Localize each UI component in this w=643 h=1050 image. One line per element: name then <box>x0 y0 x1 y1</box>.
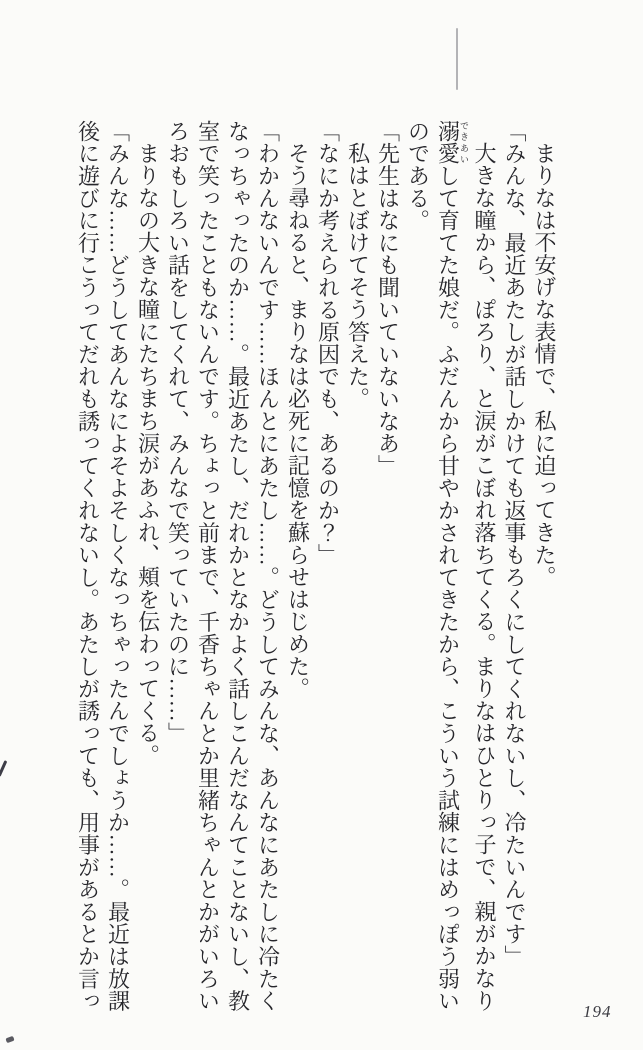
text-line: 「わかんないんです……ほんとにあたし……。どうしてみんな、あんなにあたしに冷たく <box>255 120 281 1012</box>
scan-artifact-crease <box>456 28 458 90</box>
text-line: なっちゃったのか……。最近あたし、だれかとなかよく話しこんだなんてことないし、教 <box>225 120 251 1012</box>
text-line: 大きな瞳から、ぽろり、と涙がこぼれ落ちてくる。まりなはひとりっ子で、親がかなり <box>472 142 497 1012</box>
furigana-ruby: 溺愛できあい <box>435 120 469 165</box>
text-line: 室で笑ったこともないんです。ちょっと前まで、千香ちゃんとか里緒ちゃんとかがいろい <box>195 120 221 1012</box>
text-block <box>73 120 560 1014</box>
text-line: そう尋ねると、まりなは必死に記憶を蘇らせはじめた。 <box>285 142 311 700</box>
text-line: まりなの大きな瞳にたちまち涙があふれ、頬を伝わってくる。 <box>135 142 161 767</box>
scan-artifact-corner-speck <box>5 1036 14 1043</box>
text-line: 溺愛できあいして育てた娘だ。ふだんから甘やかされてきたから、こういう試練にはめっぽう弱い <box>435 120 469 1013</box>
text-line: 私はとぼけてそう答えた。 <box>345 142 371 410</box>
page-number: 194 <box>583 1002 612 1021</box>
text-line: 「なにか考えられる原因でも、あるのか？」 <box>315 120 341 566</box>
text-line: ろおもしろい話をしてくれて、みんなで笑っていたのに……」 <box>165 120 191 745</box>
text-line: 「先生はなにも聞いていないなあ」 <box>375 120 401 477</box>
text-line: 後に遊びに行こうってだれも誘ってくれないし。あたしが誘っても、用事があるとか言っ <box>75 120 101 1012</box>
text-line: 「みんな、最近あたしが話しかけても返事もろくにしてくれないし、冷たいんです」 <box>502 120 527 968</box>
text-line: まりなは不安げな表情で、私に迫ってきた。 <box>532 142 557 588</box>
text-line: 「みんな……どうしてあんなによそよそしくなっちゃったんでしょうか……。最近は放課 <box>105 120 131 1012</box>
scan-artifact-pen-tick <box>0 760 7 777</box>
text-line: のである。 <box>405 120 431 232</box>
